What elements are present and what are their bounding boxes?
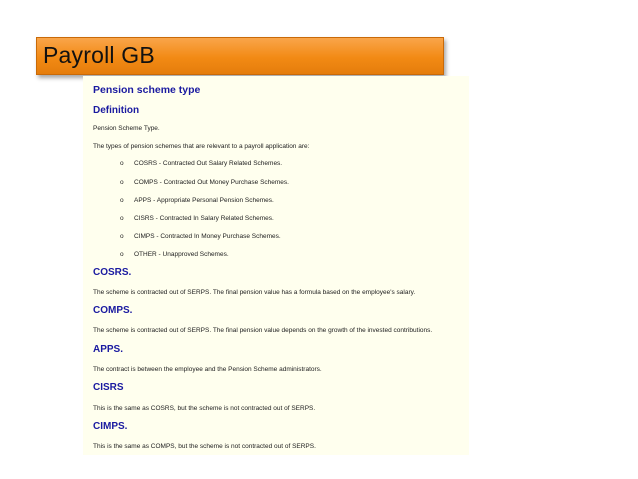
list-item-text: CIMPS - Contracted In Money Purchase Schemes.	[134, 233, 281, 240]
section-heading-cisrs: CISRS	[93, 382, 124, 393]
page-title: Pension scheme type	[93, 84, 201, 96]
intro-text: The types of pension schemes that are relevant to a payroll application are:	[93, 143, 310, 150]
bullet-icon: o	[120, 251, 124, 258]
list-item-text: APPS - Appropriate Personal Pension Schemes.	[134, 197, 274, 204]
slide-title-banner	[36, 37, 444, 75]
section-text-cimps: This is the same as COMPS, but the scheme is not contracted out of SERPS.	[93, 443, 316, 450]
section-text-comps: The scheme is contracted out of SERPS. The final pension value depends on the growth of the invested contributions.	[93, 327, 433, 334]
section-heading-apps: APPS.	[93, 344, 124, 355]
list-item	[120, 197, 274, 204]
list-item-text: OTHER - Unapproved Schemes.	[134, 251, 229, 258]
list-item	[120, 215, 274, 222]
section-text-cisrs: This is the same as COSRS, but the scheme is not contracted out of SERPS.	[93, 405, 316, 412]
definition-text: Pension Scheme Type.	[93, 125, 160, 132]
definition-heading: Definition	[93, 105, 140, 116]
bullet-icon: o	[120, 215, 124, 222]
list-item-text: COMPS - Contracted Out Money Purchase Schemes.	[134, 179, 289, 186]
section-heading-comps: COMPS.	[93, 305, 133, 316]
list-item	[120, 160, 282, 167]
slide-title: Payroll GB	[43, 42, 155, 68]
bullet-icon: o	[120, 197, 124, 204]
list-item	[120, 251, 229, 258]
list-item	[120, 179, 289, 186]
bullet-icon: o	[120, 179, 124, 186]
bullet-icon: o	[120, 160, 124, 167]
section-heading-cosrs: COSRS.	[93, 267, 132, 278]
document-panel	[83, 76, 469, 455]
list-item	[120, 233, 281, 240]
list-item-text: CISRS - Contracted In Salary Related Schemes.	[134, 215, 274, 222]
bullet-icon: o	[120, 233, 124, 240]
list-item-text: COSRS - Contracted Out Salary Related Schemes.	[134, 160, 283, 167]
section-text-cosrs: The scheme is contracted out of SERPS. The final pension value has a formula based on the employee's salary.	[93, 289, 416, 296]
section-heading-cimps: CIMPS.	[93, 421, 128, 432]
section-text-apps: The contract is between the employee and the Pension Scheme administrators.	[93, 366, 322, 373]
